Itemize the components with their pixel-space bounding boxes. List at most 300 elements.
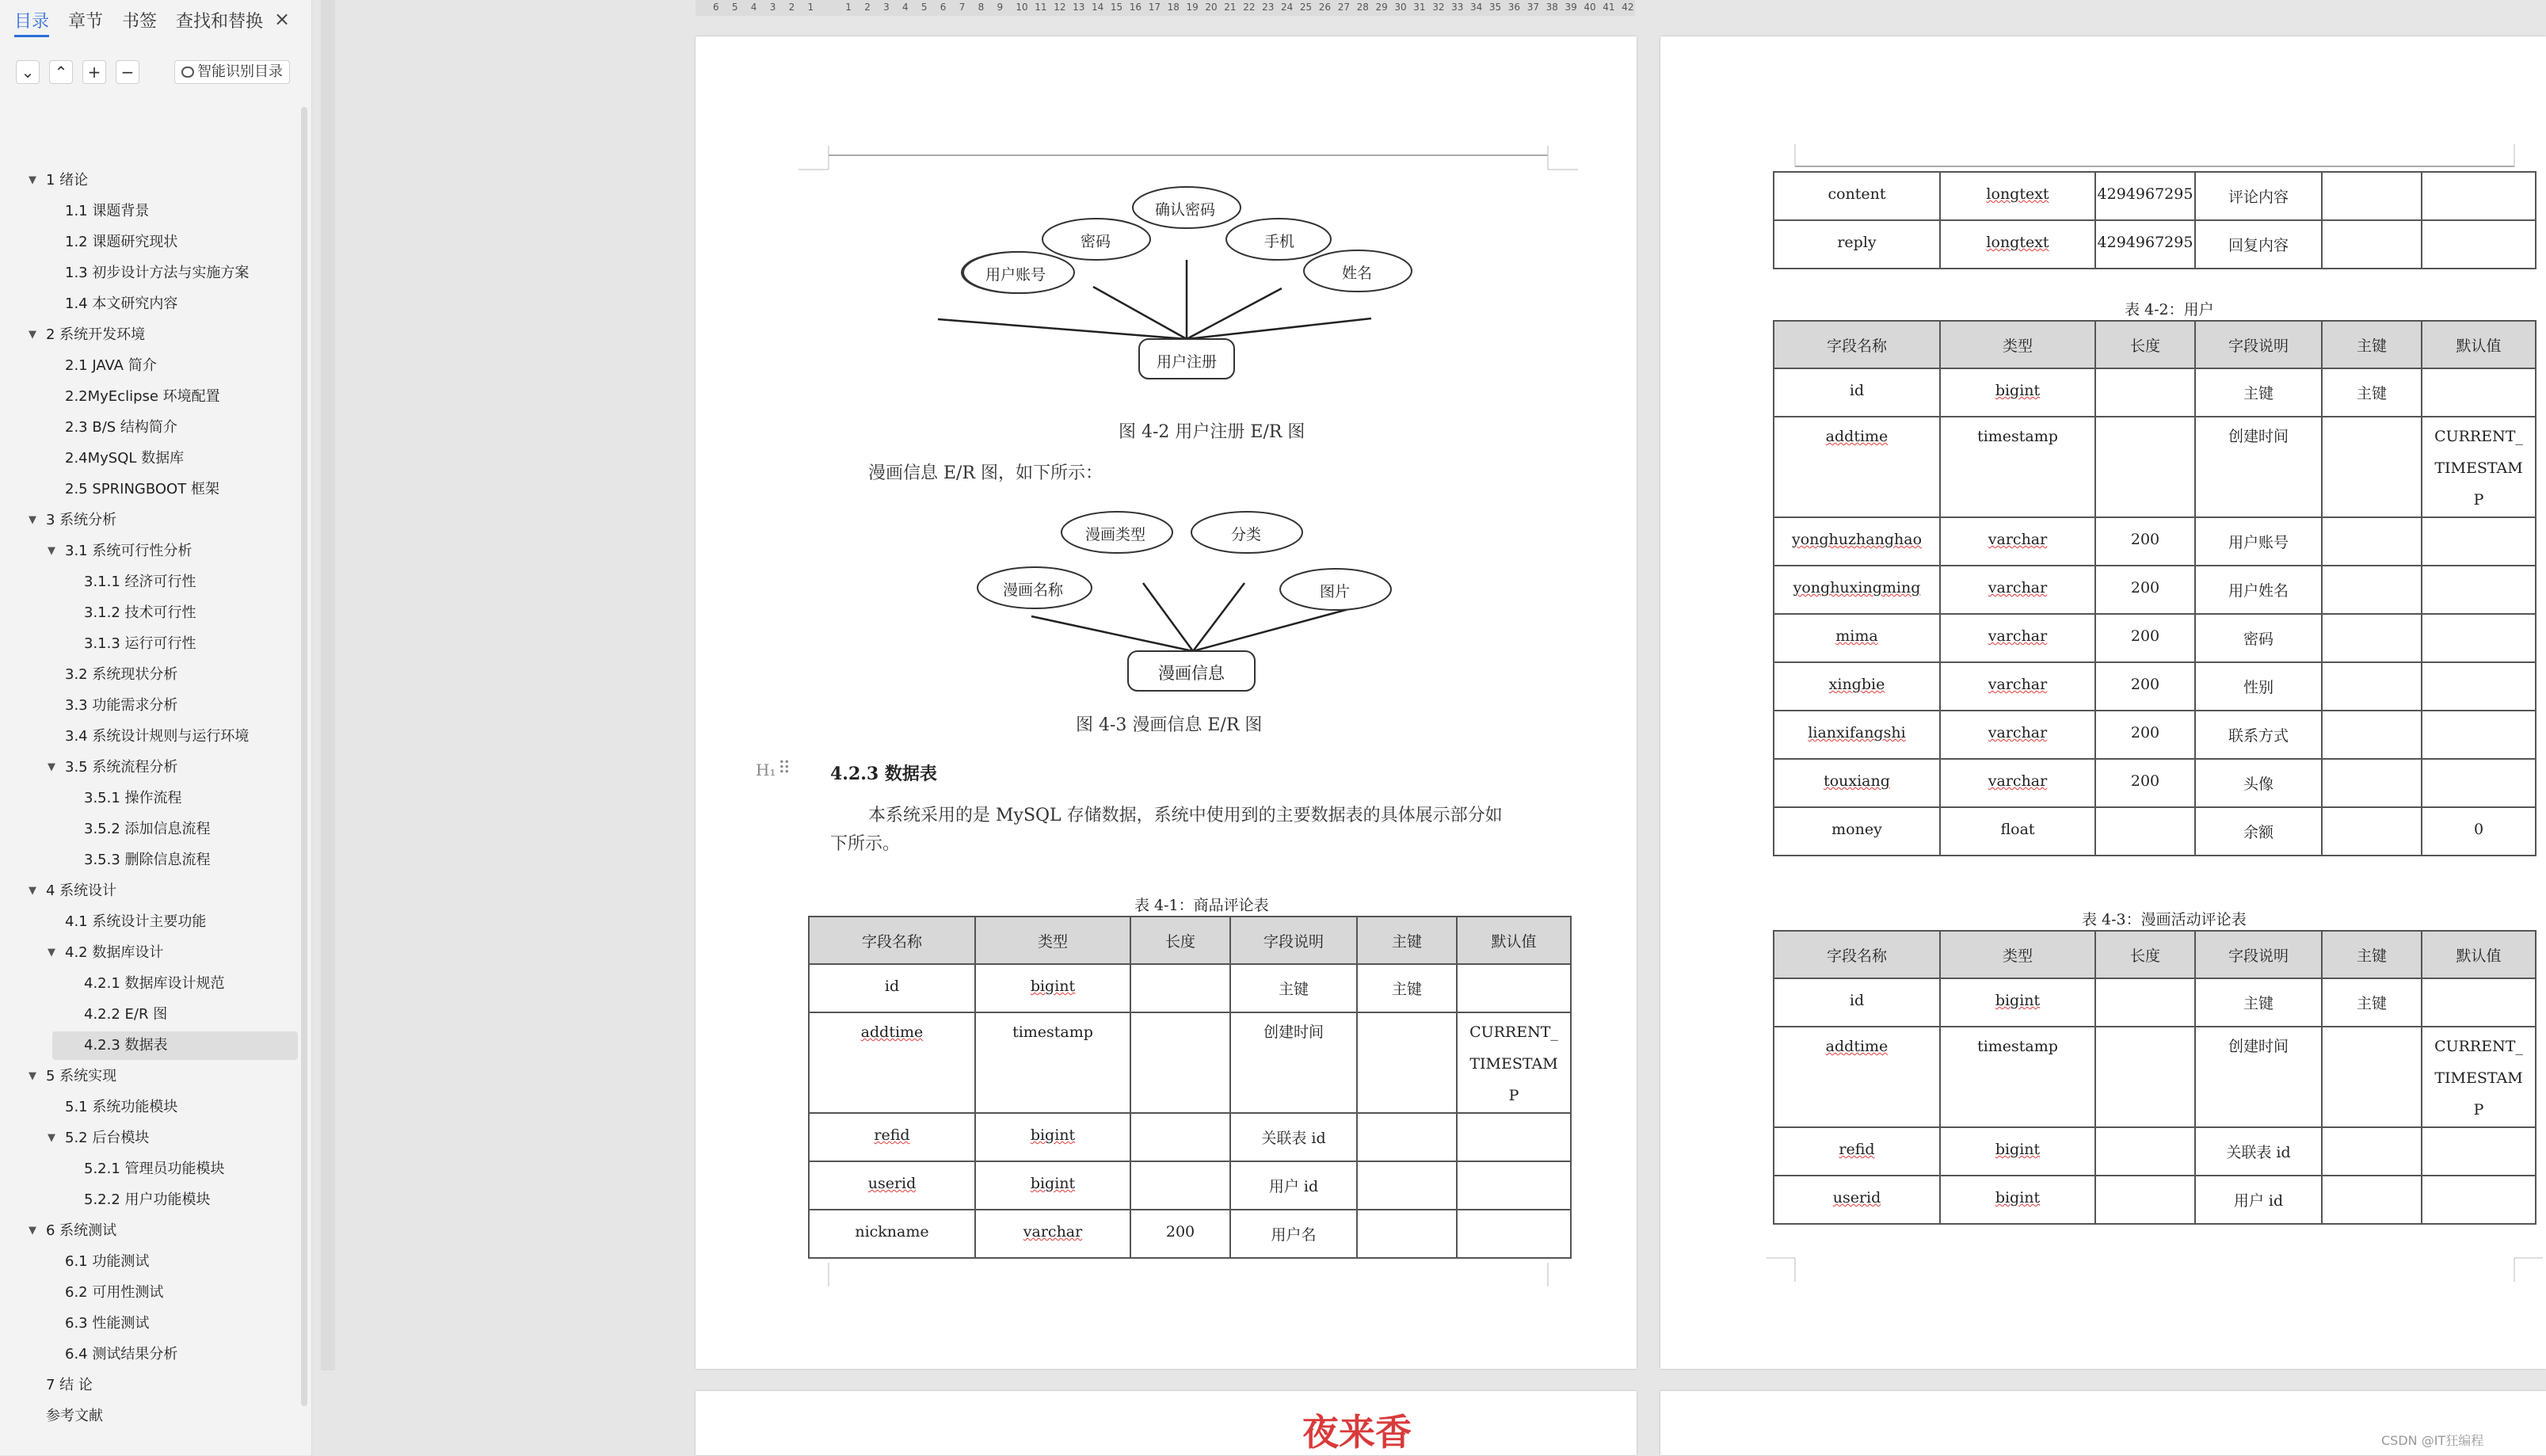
er-attr-label: 手机 (1264, 233, 1295, 250)
table-cell (1940, 172, 2095, 220)
table-cell (2195, 978, 2322, 1027)
table-header-cell: 类型 (1940, 931, 2095, 978)
toc-item-label: 3.2 系统现状分析 (65, 666, 178, 683)
table-cell (2322, 566, 2422, 614)
table-cell (2422, 662, 2536, 711)
ruler-tick-label: 5 (920, 2, 928, 13)
table-cell-text: refid (1839, 1141, 1875, 1158)
ruler-tick-label: 22 (1243, 2, 1256, 13)
data-table-continued (1773, 171, 2536, 269)
table-cell (1357, 1161, 1457, 1210)
table-row (809, 1113, 1571, 1161)
table-cell (1940, 1127, 2095, 1176)
toc-item[interactable] (84, 970, 225, 998)
ruler-tick-label: 12 (1054, 2, 1066, 13)
table-cell (2195, 807, 2322, 856)
ruler-tick-label: 6 (713, 2, 719, 13)
toc-item-label: 4.2.2 E/R 图 (84, 1006, 168, 1023)
table-title: 表 4-2：用户 (2125, 301, 2214, 318)
toc-item-label: 6.1 功能测试 (65, 1253, 150, 1270)
table-cell-text: 头像 (2243, 776, 2273, 793)
toc-item[interactable] (46, 1371, 93, 1400)
chevron-down-icon[interactable]: ▼ (48, 1132, 55, 1144)
table-cell (1940, 614, 2095, 662)
toc-item-label: 2 系统开发环境 (46, 326, 146, 343)
er-attr-label: 分类 (1231, 526, 1262, 543)
table-cell (2322, 759, 2422, 807)
toc-item[interactable] (29, 166, 89, 195)
table-cell-text: mima (1835, 627, 1878, 645)
table-cell-text: 用户账号 (2228, 534, 2289, 551)
toc-item[interactable] (48, 537, 192, 566)
table-cell (2422, 566, 2536, 614)
table-cell (1774, 978, 1940, 1027)
er-attr-label: 确认密码 (1155, 201, 1216, 219)
toc-item-label: 3.4 系统设计规则与运行环境 (65, 728, 250, 745)
toc-item[interactable] (48, 753, 178, 782)
toc-item[interactable] (84, 568, 196, 597)
table-cell (1940, 807, 2095, 856)
table-cell-text: varchar (1988, 772, 2048, 790)
table-cell (1774, 711, 1940, 759)
table-row (809, 964, 1571, 1012)
toc-item[interactable] (29, 1217, 117, 1245)
ruler-tick-label: 36 (1507, 2, 1521, 13)
toc-item[interactable] (29, 877, 117, 905)
table-row (1774, 662, 2536, 711)
table-cell-text: timestamp (1977, 1038, 2058, 1055)
er-attr-label: 漫画类型 (1085, 526, 1146, 543)
table-cell-text: bigint (1995, 992, 2041, 1009)
table-cell-text: timestamp (1012, 1023, 1093, 1041)
table-cell (2095, 368, 2195, 417)
table-cell (2322, 368, 2422, 417)
toc-item-label: 7 结 论 (46, 1377, 93, 1393)
toc-item[interactable] (65, 444, 184, 473)
table-header-cell: 字段名称 (1774, 931, 1940, 978)
chevron-down-icon[interactable]: ▼ (48, 947, 55, 959)
chevron-down-icon[interactable]: ▼ (29, 885, 36, 897)
toc-item[interactable] (65, 290, 177, 318)
table-cell-text: bigint (1030, 1126, 1076, 1144)
table-header-cell: 类型 (975, 917, 1130, 964)
table-cell (2195, 614, 2322, 662)
table-header-row (1774, 321, 2536, 368)
table-cell-text: varchar (1988, 724, 2048, 741)
table-cell (2422, 417, 2536, 517)
table-cell (2095, 662, 2195, 711)
toc-item[interactable] (65, 1340, 177, 1369)
chevron-down-icon[interactable]: ▼ (29, 514, 36, 526)
table-cell-text: CURRENT_ TIMESTAM P (2434, 428, 2523, 509)
toc-item[interactable] (65, 228, 177, 257)
toc-item[interactable] (29, 506, 117, 535)
close-icon[interactable]: × (274, 8, 291, 30)
table-cell (1774, 759, 1940, 807)
table-header-cell: 类型 (1940, 321, 2095, 368)
table-cell-text: userid (1832, 1189, 1881, 1206)
table-cell (1940, 711, 2095, 759)
table-cell-text: 主键 (2356, 995, 2387, 1012)
table-cell-text: addtime (860, 1023, 924, 1041)
table-cell (1457, 1161, 1571, 1210)
table-cell-text: bigint (1030, 1175, 1076, 1192)
ruler-tick-label: 3 (883, 2, 890, 13)
table-header-row (809, 917, 1571, 964)
drag-handle-icon[interactable]: ⠿ (778, 759, 791, 779)
table-cell (2195, 172, 2322, 220)
table-cell (1130, 964, 1230, 1012)
ruler-tick-label: 11 (1035, 2, 1047, 13)
table-cell (2195, 220, 2322, 269)
ruler-tick-label: 28 (1356, 2, 1369, 13)
toc-item[interactable] (84, 846, 211, 875)
chevron-down-icon[interactable]: ▼ (29, 1225, 36, 1237)
tab-toc[interactable]: 目录 (14, 8, 49, 32)
table-cell-text: 关联表 id (2226, 1144, 2291, 1161)
table-cell (809, 1210, 975, 1258)
table-cell-text: money (1831, 821, 1882, 838)
table-cell (2422, 1176, 2536, 1224)
table-cell (1774, 172, 1940, 220)
toc-item-label: 3.1 系统可行性分析 (65, 543, 192, 559)
vertical-ruler (321, 0, 335, 1455)
ruler-tick-label: 35 (1488, 2, 1502, 13)
table-cell (975, 1161, 1130, 1210)
toc-item[interactable] (84, 784, 182, 813)
table-cell (2195, 662, 2322, 711)
table-cell-text: longtext (1986, 234, 2049, 251)
horizontal-ruler[interactable] (696, 0, 1635, 16)
ruler-tick-label: 30 (1394, 2, 1407, 13)
toc-item[interactable] (65, 1093, 177, 1122)
toc-item-label: 4.1 系统设计主要功能 (65, 913, 207, 930)
toc-item[interactable] (65, 722, 249, 751)
table-cell-text: yonghuzhanghao (1791, 531, 1923, 548)
table-cell-text: varchar (1023, 1223, 1083, 1241)
toc-item-label: 6.3 性能测试 (65, 1315, 150, 1332)
add-heading-icon[interactable]: + (82, 60, 106, 84)
toc-item-label: 1.2 课题研究现状 (65, 234, 178, 250)
toc-item[interactable] (84, 1155, 225, 1183)
ruler-tick-label: 6 (940, 2, 947, 13)
table-cell (1230, 964, 1357, 1012)
ruler-tick-label: 10 (1016, 2, 1028, 13)
er-attr-label: 用户账号 (985, 266, 1046, 284)
ruler-tick-label: 31 (1413, 2, 1426, 13)
toc-item[interactable] (65, 1248, 149, 1276)
toc-item[interactable] (48, 1124, 150, 1153)
table-cell (1230, 1012, 1357, 1113)
tab-find-replace[interactable]: 查找和替换 (176, 12, 264, 32)
table-cell (2422, 978, 2536, 1027)
table-cell-text: CURRENT_ TIMESTAM P (1469, 1023, 1558, 1104)
sidebar-scrollbar[interactable] (301, 107, 307, 1406)
toc-item[interactable] (65, 414, 177, 442)
toc-item-label: 6 系统测试 (46, 1222, 117, 1239)
ruler-tick-label: 19 (1186, 2, 1199, 13)
toc-item[interactable] (65, 259, 249, 288)
table-cell (1774, 220, 1940, 269)
table-cell (1940, 368, 2095, 417)
toc-item-label: 2.3 B/S 结构简介 (65, 419, 177, 436)
table-cell (2422, 1127, 2536, 1176)
toc-item[interactable] (65, 692, 177, 720)
toc-item-label: 2.1 JAVA 简介 (65, 357, 157, 374)
table-cell (2322, 614, 2422, 662)
toc-item[interactable] (46, 1402, 103, 1431)
table-header-cell: 默认值 (2422, 321, 2536, 368)
table-cell (1774, 1176, 1940, 1224)
table-cell (2095, 978, 2195, 1027)
toc-item-label: 5.1 系统功能模块 (65, 1099, 178, 1115)
er-attr-label: 漫画名称 (1003, 581, 1064, 599)
table-cell (2322, 417, 2422, 517)
ruler-tick-label: 15 (1110, 2, 1123, 13)
tab-chapters[interactable]: 章节 (68, 12, 104, 32)
toc-item[interactable] (65, 475, 219, 504)
table-cell-text: 主键 (2356, 385, 2387, 402)
table-cell (1357, 964, 1457, 1012)
table-cell (2095, 517, 2195, 566)
table-row (1774, 759, 2536, 807)
table-cell-text: 关联表 id (1261, 1130, 1326, 1147)
table-cell (1130, 1161, 1230, 1210)
table-cell-text: 200 (2130, 676, 2160, 693)
toc-item[interactable] (84, 815, 211, 844)
toc-item-label: 3.1.3 运行可行性 (84, 635, 196, 652)
smart-icon (181, 67, 194, 78)
ruler-tick-label: 18 (1167, 2, 1180, 13)
table-header-cell: 默认值 (1457, 917, 1571, 964)
table-cell (2422, 1027, 2536, 1127)
table-title: 表 4-1：商品评论表 (1134, 897, 1269, 914)
table-cell (2422, 614, 2536, 662)
toc-item-label: 2.2MyEclipse 环境配置 (65, 388, 220, 405)
table-cell (1457, 964, 1571, 1012)
table-cell (1774, 1027, 1940, 1127)
table-cell (1230, 1113, 1357, 1161)
table-cell (2322, 978, 2422, 1027)
toc-toolbar (0, 57, 311, 89)
table-cell (1774, 368, 1940, 417)
toc-item[interactable] (84, 630, 196, 658)
paragraph: 本系统采用的是 MySQL 存储数据，系统中使用到的主要数据表的具体展示部分如 (868, 806, 1503, 825)
smart-toc-label: 智能识别目录 (197, 63, 283, 80)
table-cell-text: lianxifangshi (1808, 724, 1906, 741)
ruler-tick-label: 17 (1148, 2, 1161, 13)
table-cell (2195, 566, 2322, 614)
toc-item[interactable] (84, 1001, 167, 1029)
table-cell (1940, 978, 2095, 1027)
figure-caption: 图 4-2 用户注册 E/R 图 (1119, 422, 1305, 442)
ruler-tick-label: 4 (902, 2, 909, 13)
ruler-tick-label: 3 (769, 2, 776, 13)
table-cell-text: 200 (2130, 724, 2160, 741)
table-cell-text: 用户姓名 (2228, 582, 2289, 600)
toc-item-label: 5.2.2 用户功能模块 (84, 1191, 211, 1208)
table-cell (1940, 759, 2095, 807)
table-cell (1230, 1210, 1357, 1258)
toc-item-label: 6.2 可用性测试 (65, 1284, 164, 1301)
toc-item[interactable] (65, 661, 177, 689)
table-header-cell: 主键 (2322, 931, 2422, 978)
table-cell-text: 主键 (1391, 981, 1422, 998)
table-cell (2422, 711, 2536, 759)
table-cell (2322, 1176, 2422, 1224)
ruler-tick-label: 29 (1375, 2, 1388, 13)
expand-up-icon[interactable]: ⌃ (49, 60, 73, 84)
toc-item-label: 1 绪论 (46, 172, 89, 189)
table-cell (1940, 1027, 2095, 1127)
table-cell-text: varchar (1988, 531, 2048, 548)
ruler-tick-label: 34 (1470, 2, 1483, 13)
chevron-down-icon[interactable]: ▼ (48, 545, 55, 557)
toc-item-label: 3.1.1 经济可行性 (84, 574, 196, 590)
toc-item-label: 3.5.1 操作流程 (84, 790, 182, 806)
table-cell (1940, 566, 2095, 614)
toc-item[interactable] (65, 197, 149, 226)
table-cell (2422, 759, 2536, 807)
ruler-tick-label: 5 (731, 2, 738, 13)
chevron-down-icon[interactable]: ▼ (29, 329, 36, 341)
er-entity-label: 漫画信息 (1158, 664, 1225, 683)
table-cell (2195, 759, 2322, 807)
heading-marker-icon[interactable]: H₁ (756, 760, 776, 779)
chevron-down-icon[interactable]: ▼ (48, 761, 55, 773)
table-cell (1357, 1113, 1457, 1161)
table-cell (2095, 1127, 2195, 1176)
ruler-tick-label: 25 (1299, 2, 1313, 13)
table-header-cell: 主键 (2322, 321, 2422, 368)
section-heading: 4.2.3 数据表 (830, 764, 937, 784)
table-cell-text: varchar (1988, 676, 2048, 693)
table-cell (2322, 220, 2422, 269)
toc-item[interactable] (29, 321, 146, 349)
table-cell-text: userid (867, 1175, 917, 1192)
table-cell-text: 回复内容 (2228, 237, 2289, 254)
table-cell (809, 964, 975, 1012)
chevron-down-icon[interactable]: ▼ (29, 174, 36, 186)
table-row (1774, 368, 2536, 417)
table-cell (1774, 1127, 1940, 1176)
table-cell-text: 创建时间 (2228, 1038, 2289, 1055)
table-cell (2322, 517, 2422, 566)
toc-item[interactable] (65, 352, 157, 380)
toc-item[interactable] (65, 1279, 163, 1307)
table-cell (2095, 1176, 2195, 1224)
table-cell-text: nickname (855, 1223, 929, 1241)
collapse-down-icon[interactable]: ⌄ (16, 60, 40, 84)
toc-item-label: 5.2 后台模块 (65, 1130, 150, 1146)
table-cell (1940, 517, 2095, 566)
table-cell (2195, 517, 2322, 566)
table-header-cell: 字段说明 (2195, 321, 2322, 368)
toc-item-label: 1.3 初步设计方法与实施方案 (65, 265, 250, 281)
table-cell (2422, 172, 2536, 220)
table-cell-text: touxiang (1824, 772, 1890, 790)
table-cell (1357, 1210, 1457, 1258)
toc-item-label: 5.2.1 管理员功能模块 (84, 1161, 225, 1177)
table-row (1774, 220, 2536, 269)
ruler-tick-label: 32 (1432, 2, 1445, 13)
table-cell-text: 用户 id (2233, 1192, 2284, 1210)
table-cell (2095, 220, 2195, 269)
chevron-down-icon[interactable]: ▼ (29, 1070, 36, 1082)
toc-item-label: 3.5.3 删除信息流程 (84, 852, 211, 868)
toc-item[interactable] (65, 383, 220, 411)
tab-bookmarks[interactable]: 书签 (122, 12, 158, 32)
ruler-tick-label: 2 (864, 2, 871, 13)
document-page (696, 1391, 1637, 1455)
table-cell-text: 200 (1165, 1223, 1195, 1241)
ruler-tick-label: 26 (1318, 2, 1332, 13)
table-header-cell: 字段名称 (809, 917, 975, 964)
ruler-tick-label: 16 (1129, 2, 1142, 13)
toc-item[interactable] (48, 939, 164, 967)
table-cell (2322, 172, 2422, 220)
table-cell (2095, 711, 2195, 759)
toc-item-label: 4 系统设计 (46, 882, 117, 899)
remove-heading-icon[interactable]: − (116, 60, 139, 84)
toc-item[interactable] (65, 908, 206, 936)
table-cell-text: bigint (1030, 978, 1076, 995)
er-attr-label: 图片 (1320, 583, 1351, 600)
table-row (1774, 1027, 2536, 1127)
toc-item[interactable] (29, 1062, 117, 1091)
table-cell-text: 主键 (2243, 385, 2273, 402)
table-cell (809, 1012, 975, 1113)
table-cell-text: float (2000, 821, 2035, 838)
table-row (1774, 566, 2536, 614)
table-cell (2322, 807, 2422, 856)
toc-item[interactable] (65, 1309, 149, 1338)
smart-toc-button[interactable] (174, 60, 290, 84)
er-entity-label: 用户注册 (1157, 353, 1218, 371)
ruler-tick-label: 14 (1092, 2, 1104, 13)
table-row (1774, 614, 2536, 662)
table-cell-text: 用户名 (1271, 1226, 1317, 1244)
toc-item-label: 2.4MySQL 数据库 (65, 450, 185, 467)
table-title: 表 4-3：漫画活动评论表 (2082, 911, 2247, 928)
table-cell-text: timestamp (1977, 428, 2058, 445)
ruler-tick-label: 1 (845, 2, 852, 13)
table-header-cell: 默认值 (2422, 931, 2536, 978)
table-row (1774, 172, 2536, 220)
toc-item-label: 3.5.2 添加信息流程 (84, 821, 211, 837)
figure-caption: 图 4-3 漫画信息 E/R 图 (1076, 715, 1263, 735)
table-row (1774, 1176, 2536, 1224)
table-row (1774, 1127, 2536, 1176)
table-cell-text: content (1828, 185, 1886, 203)
ruler-tick-label: 38 (1546, 2, 1558, 13)
table-cell (2095, 807, 2195, 856)
toc-item-label: 4.2.1 数据库设计规范 (84, 975, 225, 992)
table-cell (1457, 1210, 1571, 1258)
er-attr-label: 密码 (1081, 233, 1111, 250)
table-header-cell: 字段说明 (1230, 917, 1357, 964)
table-cell-text: id (1849, 992, 1865, 1009)
table-cell-text: yonghuxingming (1793, 579, 1921, 597)
table-cell-text: 4294967295 (2097, 234, 2193, 251)
table-cell-text: 联系方式 (2228, 727, 2289, 745)
toc-item[interactable] (84, 599, 196, 627)
paragraph: 下所示。 (830, 834, 901, 854)
toc-item[interactable] (84, 1186, 211, 1214)
table-cell (1774, 662, 1940, 711)
table-cell-text: 密码 (2243, 631, 2273, 648)
toc-item[interactable] (84, 1031, 168, 1060)
